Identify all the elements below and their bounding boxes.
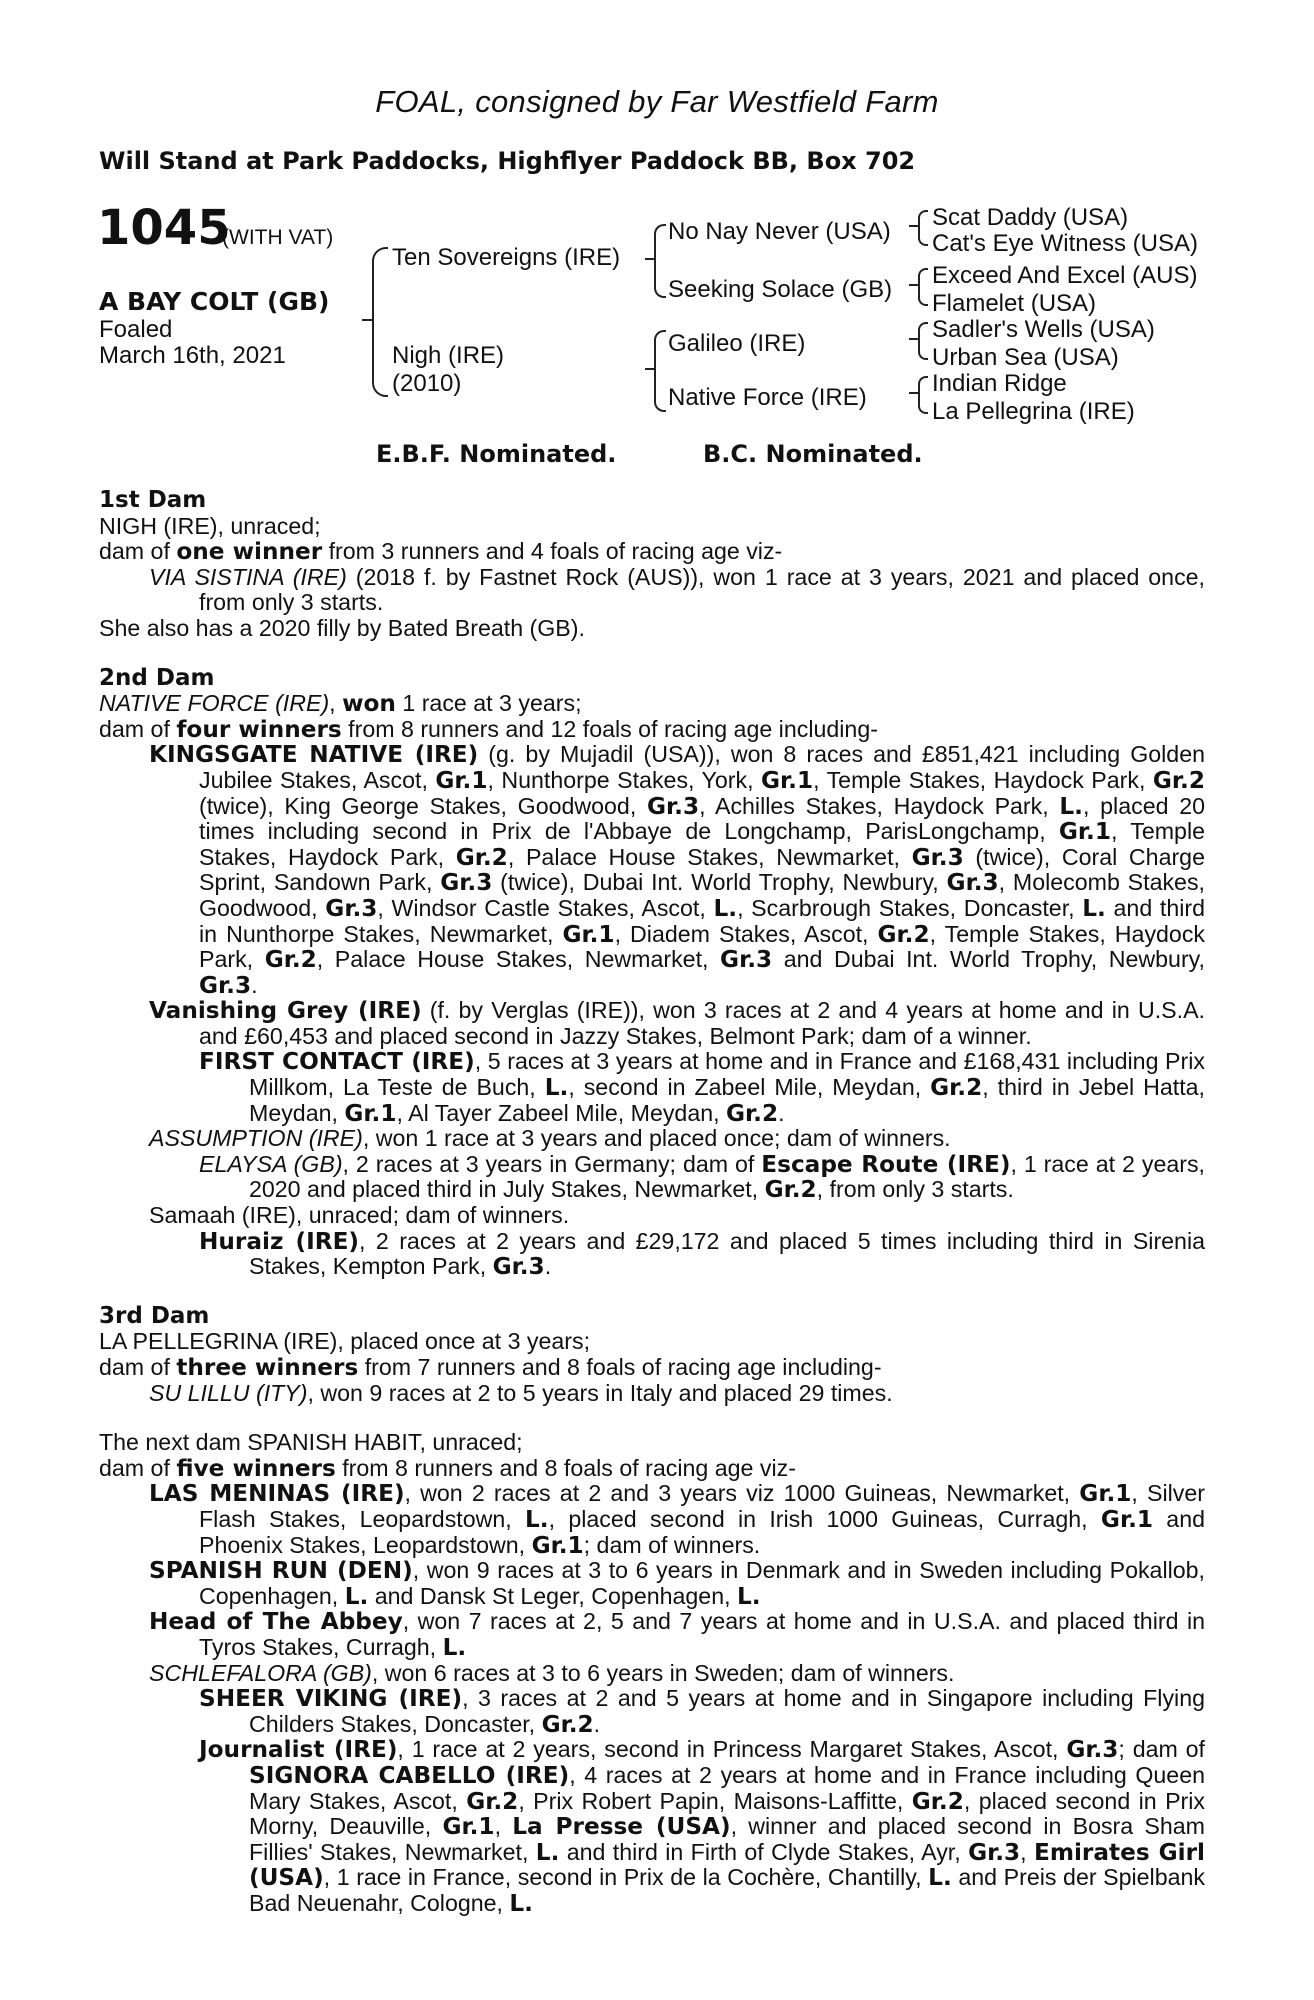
pedigree-brace-sire-point — [645, 258, 655, 260]
first-dam-section — [99, 488, 1205, 642]
bc-nomination: B.C. Nominated. — [703, 440, 923, 468]
pedigree-dd-dam: La Pellegrina (IRE) — [932, 398, 1135, 425]
huraiz-entry: Huraiz (IRE), 2 races at 2 years and £29,172 and placed 5 times including third in Sirenia Stakes, Kempton Park, Gr.3. — [199, 1227, 1206, 1281]
ebf-nomination: E.B.F. Nominated. — [376, 440, 617, 468]
second-dam-line1: NATIVE FORCE (IRE), won 1 race at 3 years; — [99, 690, 582, 718]
third-dam-section — [99, 1304, 1205, 1406]
spanish-run-entry: SPANISH RUN (DEN), won 9 races at 3 to 6 years in Denmark and in Sweden including Pokallob, Copenhagen, L. and Dansk St Leger, Copenhagen, L. — [149, 1557, 1205, 1610]
schlefalora-entry: SCHLEFALORA (GB), won 6 races at 3 to 6 years in Sweden; dam of winners. — [149, 1659, 955, 1686]
foaled-date: March 16th, 2021 — [99, 342, 286, 369]
second-dam-heading: 2nd Dam — [99, 664, 215, 691]
pedigree-brace-ds-point — [909, 338, 918, 340]
lot-description: A BAY COLT (GB) — [99, 287, 330, 316]
third-dam-heading: 3rd Dam — [99, 1302, 210, 1329]
pedigree-brace-sire — [654, 224, 666, 298]
pedigree-brace-main-point — [362, 319, 372, 321]
pedigree-ss-dam: Cat's Eye Witness (USA) — [932, 230, 1198, 257]
sheer-viking-entry: SHEER VIKING (IRE), 3 races at 2 and 5 years at home and in Singapore including Flying Childers Stakes, Doncaster, Gr.2. — [199, 1685, 1205, 1738]
pedigree-dd-sire: Indian Ridge — [932, 370, 1067, 397]
head-of-the-abbey-entry: Head of The Abbey, won 7 races at 2, 5 and 7 years at home and in U.S.A. and placed third in Tyros Stakes, Curragh, L. — [149, 1608, 1205, 1661]
pedigree-brace-sd — [918, 268, 928, 306]
next-dam-section — [99, 1430, 1205, 1916]
catalogue-text — [99, 488, 1205, 1916]
pedigree-brace-dd — [918, 376, 928, 414]
third-dam-line1: LA PELLEGRINA (IRE), placed once at 3 years; — [99, 1328, 591, 1355]
su-lillu-entry: SU LILLU (ITY), won 9 races at 2 to 5 years in Italy and placed 29 times. — [149, 1379, 893, 1406]
pedigree-brace-main — [372, 247, 388, 397]
vanishing-grey-entry: Vanishing Grey (IRE) (f. by Verglas (IRE)), won 3 races at 2 and 4 years at home and in U.S.A. and £60,453 and placed second in Jazzy Stakes, Belmont Park; dam of a winner. — [149, 997, 1205, 1049]
elaysa-entry: ELAYSA (GB), 2 races at 3 years in Germany; dam of Escape Route (IRE), 1 race at 2 years, 2020 and placed third in July Stakes, Newmarket, Gr.2, from only 3 starts. — [199, 1150, 1206, 1204]
journalist-entry: Journalist (IRE), 1 race at 2 years, second in Princess Margaret Stakes, Ascot, Gr.3; dam of SIGNORA CABELLO (IRE), 4 races at 2 years at home and in France including Queen Mary Stakes, Ascot, Gr.2, Prix Robert Papin, Maisons-Laffitte, Gr.2, placed second in Prix Morny, Deauville, Gr.1, La Presse (USA), winner and placed second in Bosra Sham Fillies' Stakes, Newmarket, L. and third in Firth of Clyde Stakes, Ayr, Gr.3, Emirates Girl (USA), 1 race in France, second in Prix de la Cochère, Chantilly, L. and Preis der Spielbank Bad Neuenahr, Cologne, L. — [199, 1736, 1206, 1917]
pedigree-dam-sire: Galileo (IRE) — [668, 330, 806, 357]
pedigree-sire: Ten Sovereigns (IRE) — [392, 244, 621, 271]
pedigree-brace-dam-point — [645, 368, 655, 370]
pedigree-ds-dam: Urban Sea (USA) — [932, 344, 1119, 371]
pedigree-brace-ds — [918, 322, 928, 360]
pedigree-brace-dam — [654, 330, 666, 412]
second-dam-line2: dam of four winners from 8 runners and 12 foals of racing age including- — [99, 715, 878, 743]
samaah-entry: Samaah (IRE), unraced; dam of winners. — [149, 1202, 570, 1229]
second-dam-section — [99, 666, 1205, 1280]
pedigree-brace-ss-point — [909, 225, 918, 227]
via-sistina-entry: VIA SISTINA (IRE) (2018 f. by Fastnet Rock (AUS)), won 1 race at 3 years, 2021 and placed once, from only 3 starts. — [149, 563, 1205, 616]
next-dam-line2: dam of five winners from 8 runners and 8 foals of racing age viz- — [99, 1454, 796, 1482]
pedigree-ds-sire: Sadler's Wells (USA) — [932, 316, 1155, 343]
first-dam-line1: NIGH (IRE), unraced; — [99, 512, 321, 539]
first-dam-line2: dam of one winner from 3 runners and 4 foals of racing age viz- — [99, 538, 783, 566]
pedigree-dam-year: (2010) — [392, 370, 462, 397]
third-dam-line2: dam of three winners from 7 runners and 8 foals of racing age including- — [99, 1354, 882, 1381]
vat-label: (WITH VAT) — [222, 226, 334, 249]
pedigree-ss-sire: Scat Daddy (USA) — [932, 204, 1129, 231]
pedigree-sire-sire: No Nay Never (USA) — [668, 218, 891, 245]
pedigree-dam: Nigh (IRE) — [392, 342, 505, 369]
pedigree-brace-ss — [918, 210, 928, 246]
stand-line: Will Stand at Park Paddocks, Highflyer Paddock BB, Box 702 — [99, 147, 916, 175]
first-contact-entry: FIRST CONTACT (IRE), 5 races at 3 years at home and in France and £168,431 including Prix Millkom, La Teste de Buch, L., second in Zabeel Mile, Meydan, Gr.2, third in Jebel Hatta, Meydan, Gr.1, Al Tayer Zabeel Mile, Meydan, Gr.2. — [199, 1048, 1205, 1127]
pedigree-dam-dam: Native Force (IRE) — [668, 384, 867, 411]
page-title: FOAL, consigned by Far Westfield Farm — [375, 84, 939, 119]
pedigree-sd-dam: Flamelet (USA) — [932, 290, 1097, 317]
las-meninas-entry: LAS MENINAS (IRE), won 2 races at 2 and 3 years viz 1000 Guineas, Newmarket, Gr.1, Silver Flash Stakes, Leopardstown, L., placed second in Irish 1000 Guineas, Curragh, Gr.1 and Phoenix Stakes, Leopardstown, Gr.1; dam of winners. — [149, 1480, 1205, 1559]
pedigree-sd-sire: Exceed And Excel (AUS) — [932, 262, 1198, 289]
first-dam-also: She also has a 2020 filly by Bated Breath (GB). — [99, 614, 585, 641]
foaled-label: Foaled — [99, 316, 173, 343]
lot-number: 1045 — [97, 200, 231, 256]
next-dam-line1: The next dam SPANISH HABIT, unraced; — [99, 1429, 523, 1456]
kingsgate-native-entry: KINGSGATE NATIVE (IRE) (g. by Mujadil (USA)), won 8 races and £851,421 including Golden Jubilee Stakes, Ascot, Gr.1, Nunthorpe Stakes, York, Gr.1, Temple Stakes, Haydock Park, Gr.2 (twice), King George Stakes, Goodwood, Gr.3, Achilles Stakes, Haydock Park, L., placed 20 times including second in Prix de l'Abbaye de Longchamp, ParisLongchamp, Gr.1, Temple Stakes, Haydock Park, Gr.2, Palace House Stakes, Newmarket, Gr.3 (twice), Coral Charge Sprint, Sandown Park, Gr.3 (twice), Dubai Int. World Trophy, Newbury, Gr.3, Molecomb Stakes, Goodwood, Gr.3, Windsor Castle Stakes, Ascot, L., Scarbrough Stakes, Doncaster, L. and third in Nunthorpe Stakes, Newmarket, Gr.1, Diadem Stakes, Ascot, Gr.2, Temple Stakes, Haydock Park, Gr.2, Palace House Stakes, Newmarket, Gr.3 and Dubai Int. World Trophy, Newbury, Gr.3. — [149, 741, 1206, 999]
pedigree-brace-dd-point — [909, 392, 918, 394]
pedigree-sire-dam: Seeking Solace (GB) — [668, 276, 893, 303]
assumption-entry: ASSUMPTION (IRE), won 1 race at 3 years and placed once; dam of winners. — [149, 1125, 951, 1152]
pedigree-brace-sd-point — [909, 284, 918, 286]
first-dam-heading: 1st Dam — [99, 487, 207, 513]
